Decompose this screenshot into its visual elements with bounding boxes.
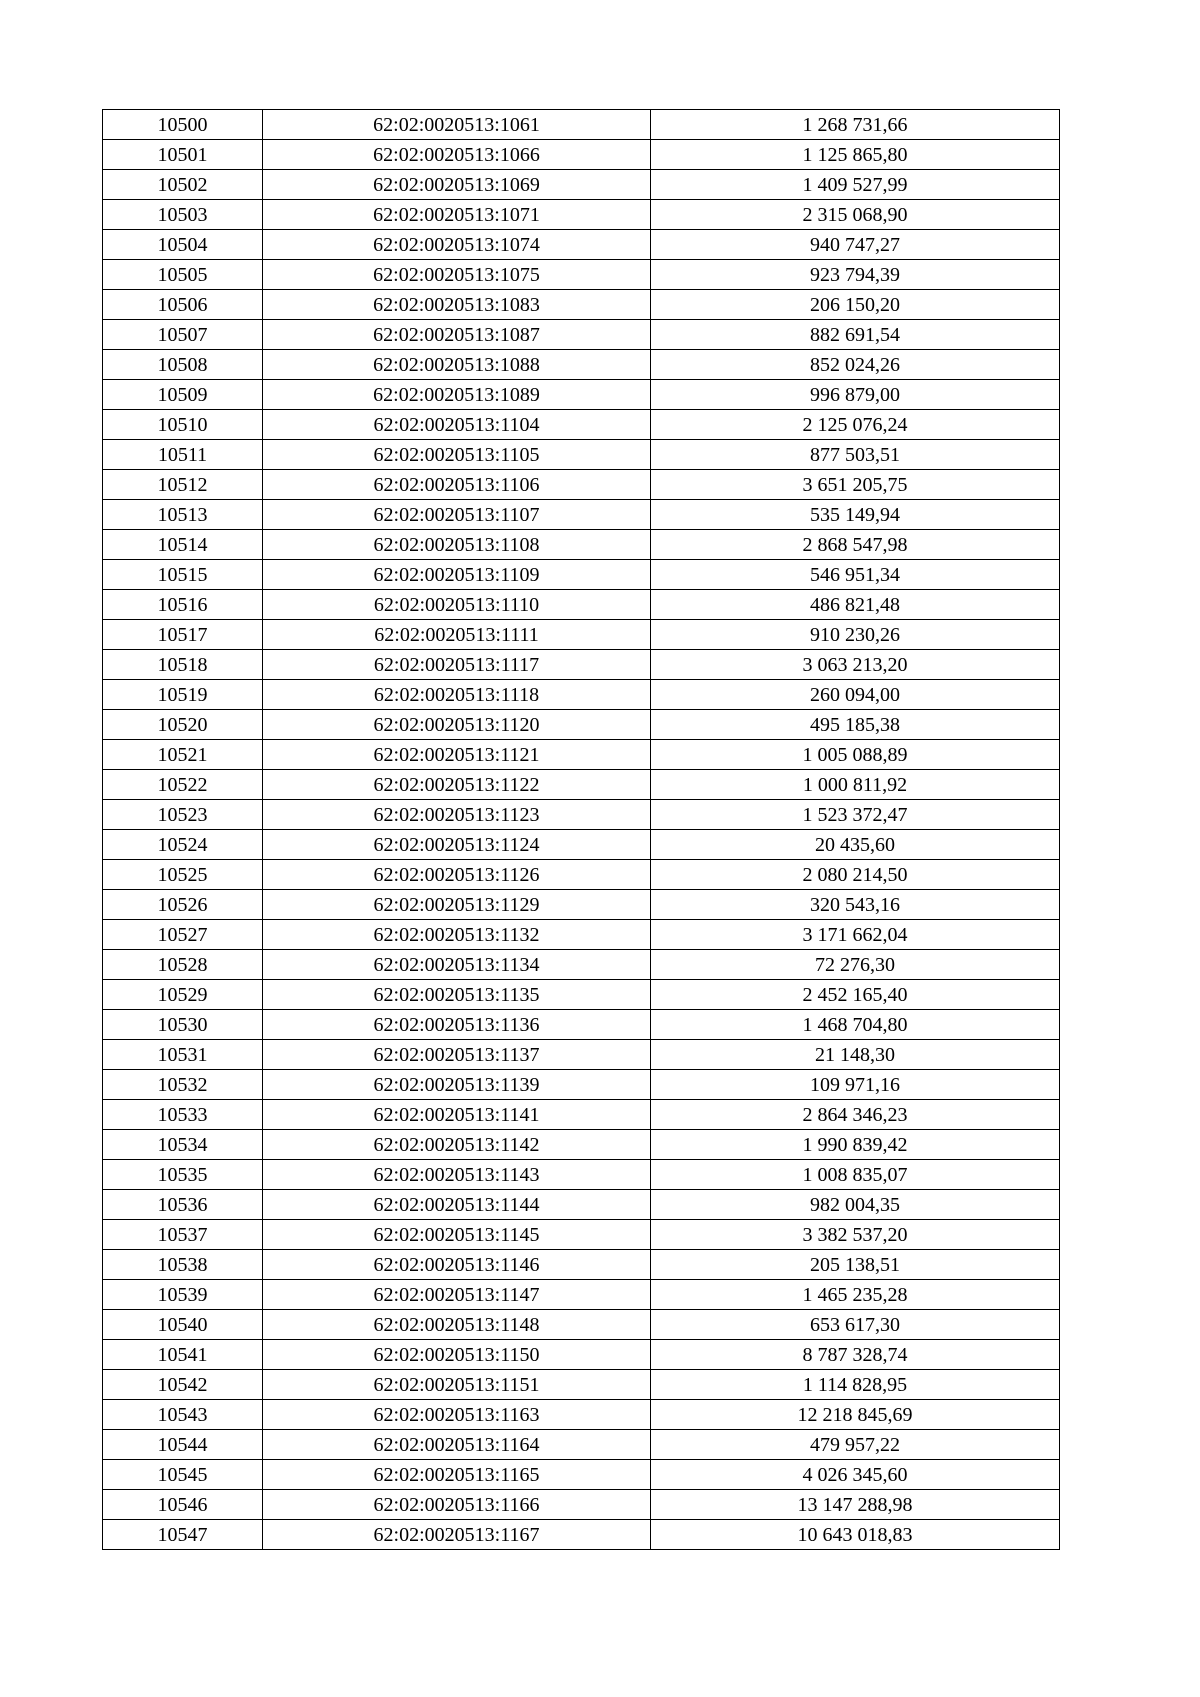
cadastral-value-cell: 486 821,48 xyxy=(651,590,1060,620)
row-number-cell: 10538 xyxy=(103,1250,263,1280)
table-row xyxy=(103,470,1060,500)
cadastral-number-cell: 62:02:0020513:1075 xyxy=(263,260,651,290)
cadastral-number-cell: 62:02:0020513:1069 xyxy=(263,170,651,200)
cadastral-value-cell: 205 138,51 xyxy=(651,1250,1060,1280)
row-number-cell: 10522 xyxy=(103,770,263,800)
row-number-cell: 10534 xyxy=(103,1130,263,1160)
row-number-cell: 10509 xyxy=(103,380,263,410)
cadastral-value-cell: 3 382 537,20 xyxy=(651,1220,1060,1250)
cadastral-value-cell: 1 468 704,80 xyxy=(651,1010,1060,1040)
cadastral-value-cell: 72 276,30 xyxy=(651,950,1060,980)
table-row xyxy=(103,230,1060,260)
cadastral-number-cell: 62:02:0020513:1148 xyxy=(263,1310,651,1340)
cadastral-number-cell: 62:02:0020513:1118 xyxy=(263,680,651,710)
cadastral-value-cell: 320 543,16 xyxy=(651,890,1060,920)
row-number-cell: 10535 xyxy=(103,1160,263,1190)
row-number-cell: 10547 xyxy=(103,1520,263,1550)
cadastral-number-cell: 62:02:0020513:1164 xyxy=(263,1430,651,1460)
cadastral-value-cell: 1 990 839,42 xyxy=(651,1130,1060,1160)
row-number-cell: 10511 xyxy=(103,440,263,470)
row-number-cell: 10542 xyxy=(103,1370,263,1400)
cadastral-value-cell: 923 794,39 xyxy=(651,260,1060,290)
cadastral-value-cell: 2 452 165,40 xyxy=(651,980,1060,1010)
table-row xyxy=(103,1220,1060,1250)
row-number-cell: 10504 xyxy=(103,230,263,260)
table-row xyxy=(103,1490,1060,1520)
cadastral-value-cell: 653 617,30 xyxy=(651,1310,1060,1340)
row-number-cell: 10540 xyxy=(103,1310,263,1340)
cadastral-value-cell: 8 787 328,74 xyxy=(651,1340,1060,1370)
row-number-cell: 10544 xyxy=(103,1430,263,1460)
table-row xyxy=(103,1460,1060,1490)
table-row xyxy=(103,620,1060,650)
cadastral-number-cell: 62:02:0020513:1167 xyxy=(263,1520,651,1550)
cadastral-number-cell: 62:02:0020513:1121 xyxy=(263,740,651,770)
cadastral-value-cell: 996 879,00 xyxy=(651,380,1060,410)
cadastral-number-cell: 62:02:0020513:1144 xyxy=(263,1190,651,1220)
table-row xyxy=(103,830,1060,860)
cadastral-number-cell: 62:02:0020513:1134 xyxy=(263,950,651,980)
cadastral-number-cell: 62:02:0020513:1104 xyxy=(263,410,651,440)
table-row xyxy=(103,1280,1060,1310)
cadastral-number-cell: 62:02:0020513:1146 xyxy=(263,1250,651,1280)
cadastral-number-cell: 62:02:0020513:1071 xyxy=(263,200,651,230)
row-number-cell: 10507 xyxy=(103,320,263,350)
cadastral-value-cell: 1 005 088,89 xyxy=(651,740,1060,770)
cadastral-value-cell: 10 643 018,83 xyxy=(651,1520,1060,1550)
cadastral-number-cell: 62:02:0020513:1123 xyxy=(263,800,651,830)
table-row xyxy=(103,1340,1060,1370)
cadastral-value-cell: 535 149,94 xyxy=(651,500,1060,530)
cadastral-value-cell: 3 063 213,20 xyxy=(651,650,1060,680)
cadastral-value-cell: 1 523 372,47 xyxy=(651,800,1060,830)
table-row xyxy=(103,350,1060,380)
row-number-cell: 10546 xyxy=(103,1490,263,1520)
cadastral-number-cell: 62:02:0020513:1135 xyxy=(263,980,651,1010)
cadastral-value-cell: 4 026 345,60 xyxy=(651,1460,1060,1490)
row-number-cell: 10531 xyxy=(103,1040,263,1070)
cadastral-number-cell: 62:02:0020513:1066 xyxy=(263,140,651,170)
cadastral-value-cell: 206 150,20 xyxy=(651,290,1060,320)
table-row xyxy=(103,920,1060,950)
cadastral-value-cell: 13 147 288,98 xyxy=(651,1490,1060,1520)
row-number-cell: 10500 xyxy=(103,110,263,140)
row-number-cell: 10513 xyxy=(103,500,263,530)
cadastral-value-cell: 3 651 205,75 xyxy=(651,470,1060,500)
cadastral-number-cell: 62:02:0020513:1141 xyxy=(263,1100,651,1130)
cadastral-value-cell: 982 004,35 xyxy=(651,1190,1060,1220)
cadastral-value-cell: 1 008 835,07 xyxy=(651,1160,1060,1190)
row-number-cell: 10503 xyxy=(103,200,263,230)
cadastral-number-cell: 62:02:0020513:1163 xyxy=(263,1400,651,1430)
cadastral-value-cell: 1 268 731,66 xyxy=(651,110,1060,140)
table-row xyxy=(103,1430,1060,1460)
cadastral-number-cell: 62:02:0020513:1111 xyxy=(263,620,651,650)
cadastral-value-cell: 877 503,51 xyxy=(651,440,1060,470)
table-row xyxy=(103,1370,1060,1400)
table-row xyxy=(103,560,1060,590)
row-number-cell: 10520 xyxy=(103,710,263,740)
cadastral-number-cell: 62:02:0020513:1122 xyxy=(263,770,651,800)
table-row xyxy=(103,1400,1060,1430)
cadastral-value-cell: 1 000 811,92 xyxy=(651,770,1060,800)
table-row xyxy=(103,800,1060,830)
row-number-cell: 10508 xyxy=(103,350,263,380)
cadastral-number-cell: 62:02:0020513:1126 xyxy=(263,860,651,890)
cadastral-number-cell: 62:02:0020513:1151 xyxy=(263,1370,651,1400)
table-row xyxy=(103,380,1060,410)
cadastral-number-cell: 62:02:0020513:1124 xyxy=(263,830,651,860)
row-number-cell: 10525 xyxy=(103,860,263,890)
table-row xyxy=(103,140,1060,170)
cadastral-number-cell: 62:02:0020513:1120 xyxy=(263,710,651,740)
row-number-cell: 10502 xyxy=(103,170,263,200)
cadastral-number-cell: 62:02:0020513:1150 xyxy=(263,1340,651,1370)
row-number-cell: 10529 xyxy=(103,980,263,1010)
cadastral-value-cell: 20 435,60 xyxy=(651,830,1060,860)
cadastral-value-cell: 1 465 235,28 xyxy=(651,1280,1060,1310)
table-row xyxy=(103,1040,1060,1070)
table-body xyxy=(103,110,1060,1550)
table-row xyxy=(103,260,1060,290)
row-number-cell: 10541 xyxy=(103,1340,263,1370)
row-number-cell: 10543 xyxy=(103,1400,263,1430)
row-number-cell: 10536 xyxy=(103,1190,263,1220)
row-number-cell: 10532 xyxy=(103,1070,263,1100)
row-number-cell: 10516 xyxy=(103,590,263,620)
row-number-cell: 10527 xyxy=(103,920,263,950)
row-number-cell: 10510 xyxy=(103,410,263,440)
cadastral-number-cell: 62:02:0020513:1129 xyxy=(263,890,651,920)
cadastral-value-cell: 495 185,38 xyxy=(651,710,1060,740)
cadastral-number-cell: 62:02:0020513:1166 xyxy=(263,1490,651,1520)
cadastral-number-cell: 62:02:0020513:1142 xyxy=(263,1130,651,1160)
cadastral-value-cell: 940 747,27 xyxy=(651,230,1060,260)
row-number-cell: 10537 xyxy=(103,1220,263,1250)
table-row xyxy=(103,1100,1060,1130)
table-row xyxy=(103,590,1060,620)
row-number-cell: 10519 xyxy=(103,680,263,710)
table-row xyxy=(103,1130,1060,1160)
table-row xyxy=(103,950,1060,980)
row-number-cell: 10533 xyxy=(103,1100,263,1130)
table-row xyxy=(103,1010,1060,1040)
cadastral-value-cell: 1 409 527,99 xyxy=(651,170,1060,200)
cadastral-number-cell: 62:02:0020513:1061 xyxy=(263,110,651,140)
cadastral-number-cell: 62:02:0020513:1105 xyxy=(263,440,651,470)
row-number-cell: 10515 xyxy=(103,560,263,590)
cadastral-value-cell: 1 125 865,80 xyxy=(651,140,1060,170)
cadastral-number-cell: 62:02:0020513:1117 xyxy=(263,650,651,680)
table-row xyxy=(103,530,1060,560)
cadastral-value-cell: 21 148,30 xyxy=(651,1040,1060,1070)
row-number-cell: 10517 xyxy=(103,620,263,650)
row-number-cell: 10505 xyxy=(103,260,263,290)
table-row xyxy=(103,1520,1060,1550)
table-row xyxy=(103,650,1060,680)
table-row xyxy=(103,860,1060,890)
cadastral-value-cell: 2 868 547,98 xyxy=(651,530,1060,560)
row-number-cell: 10521 xyxy=(103,740,263,770)
row-number-cell: 10501 xyxy=(103,140,263,170)
table-row xyxy=(103,890,1060,920)
cadastral-value-cell: 12 218 845,69 xyxy=(651,1400,1060,1430)
row-number-cell: 10514 xyxy=(103,530,263,560)
row-number-cell: 10539 xyxy=(103,1280,263,1310)
cadastral-value-cell: 479 957,22 xyxy=(651,1430,1060,1460)
cadastral-number-cell: 62:02:0020513:1136 xyxy=(263,1010,651,1040)
table-row xyxy=(103,110,1060,140)
table-row xyxy=(103,200,1060,230)
table-row xyxy=(103,170,1060,200)
table-row xyxy=(103,410,1060,440)
table-row xyxy=(103,440,1060,470)
cadastral-number-cell: 62:02:0020513:1109 xyxy=(263,560,651,590)
cadastral-number-cell: 62:02:0020513:1143 xyxy=(263,1160,651,1190)
row-number-cell: 10528 xyxy=(103,950,263,980)
cadastral-value-table xyxy=(102,109,1060,1550)
cadastral-value-cell: 2 315 068,90 xyxy=(651,200,1060,230)
table-row xyxy=(103,1070,1060,1100)
row-number-cell: 10526 xyxy=(103,890,263,920)
cadastral-number-cell: 62:02:0020513:1139 xyxy=(263,1070,651,1100)
cadastral-number-cell: 62:02:0020513:1083 xyxy=(263,290,651,320)
cadastral-number-cell: 62:02:0020513:1107 xyxy=(263,500,651,530)
cadastral-number-cell: 62:02:0020513:1147 xyxy=(263,1280,651,1310)
cadastral-number-cell: 62:02:0020513:1132 xyxy=(263,920,651,950)
table-row xyxy=(103,770,1060,800)
cadastral-number-cell: 62:02:0020513:1089 xyxy=(263,380,651,410)
table-row xyxy=(103,980,1060,1010)
table-row xyxy=(103,500,1060,530)
cadastral-value-cell: 852 024,26 xyxy=(651,350,1060,380)
cadastral-value-cell: 910 230,26 xyxy=(651,620,1060,650)
row-number-cell: 10530 xyxy=(103,1010,263,1040)
cadastral-number-cell: 62:02:0020513:1145 xyxy=(263,1220,651,1250)
table-row xyxy=(103,1160,1060,1190)
table-row xyxy=(103,1250,1060,1280)
cadastral-number-cell: 62:02:0020513:1108 xyxy=(263,530,651,560)
cadastral-number-cell: 62:02:0020513:1087 xyxy=(263,320,651,350)
table-row xyxy=(103,740,1060,770)
row-number-cell: 10518 xyxy=(103,650,263,680)
cadastral-value-cell: 1 114 828,95 xyxy=(651,1370,1060,1400)
table-row xyxy=(103,290,1060,320)
cadastral-number-cell: 62:02:0020513:1165 xyxy=(263,1460,651,1490)
row-number-cell: 10523 xyxy=(103,800,263,830)
cadastral-number-cell: 62:02:0020513:1137 xyxy=(263,1040,651,1070)
row-number-cell: 10524 xyxy=(103,830,263,860)
table-row xyxy=(103,1190,1060,1220)
cadastral-value-cell: 3 171 662,04 xyxy=(651,920,1060,950)
cadastral-value-cell: 2 864 346,23 xyxy=(651,1100,1060,1130)
cadastral-value-cell: 109 971,16 xyxy=(651,1070,1060,1100)
cadastral-value-cell: 260 094,00 xyxy=(651,680,1060,710)
cadastral-number-cell: 62:02:0020513:1110 xyxy=(263,590,651,620)
table-row xyxy=(103,1310,1060,1340)
row-number-cell: 10545 xyxy=(103,1460,263,1490)
table-row xyxy=(103,320,1060,350)
cadastral-value-cell: 546 951,34 xyxy=(651,560,1060,590)
table-row xyxy=(103,710,1060,740)
row-number-cell: 10506 xyxy=(103,290,263,320)
cadastral-value-cell: 2 080 214,50 xyxy=(651,860,1060,890)
row-number-cell: 10512 xyxy=(103,470,263,500)
cadastral-number-cell: 62:02:0020513:1074 xyxy=(263,230,651,260)
cadastral-value-cell: 2 125 076,24 xyxy=(651,410,1060,440)
cadastral-number-cell: 62:02:0020513:1088 xyxy=(263,350,651,380)
cadastral-value-cell: 882 691,54 xyxy=(651,320,1060,350)
cadastral-number-cell: 62:02:0020513:1106 xyxy=(263,470,651,500)
table-row xyxy=(103,680,1060,710)
